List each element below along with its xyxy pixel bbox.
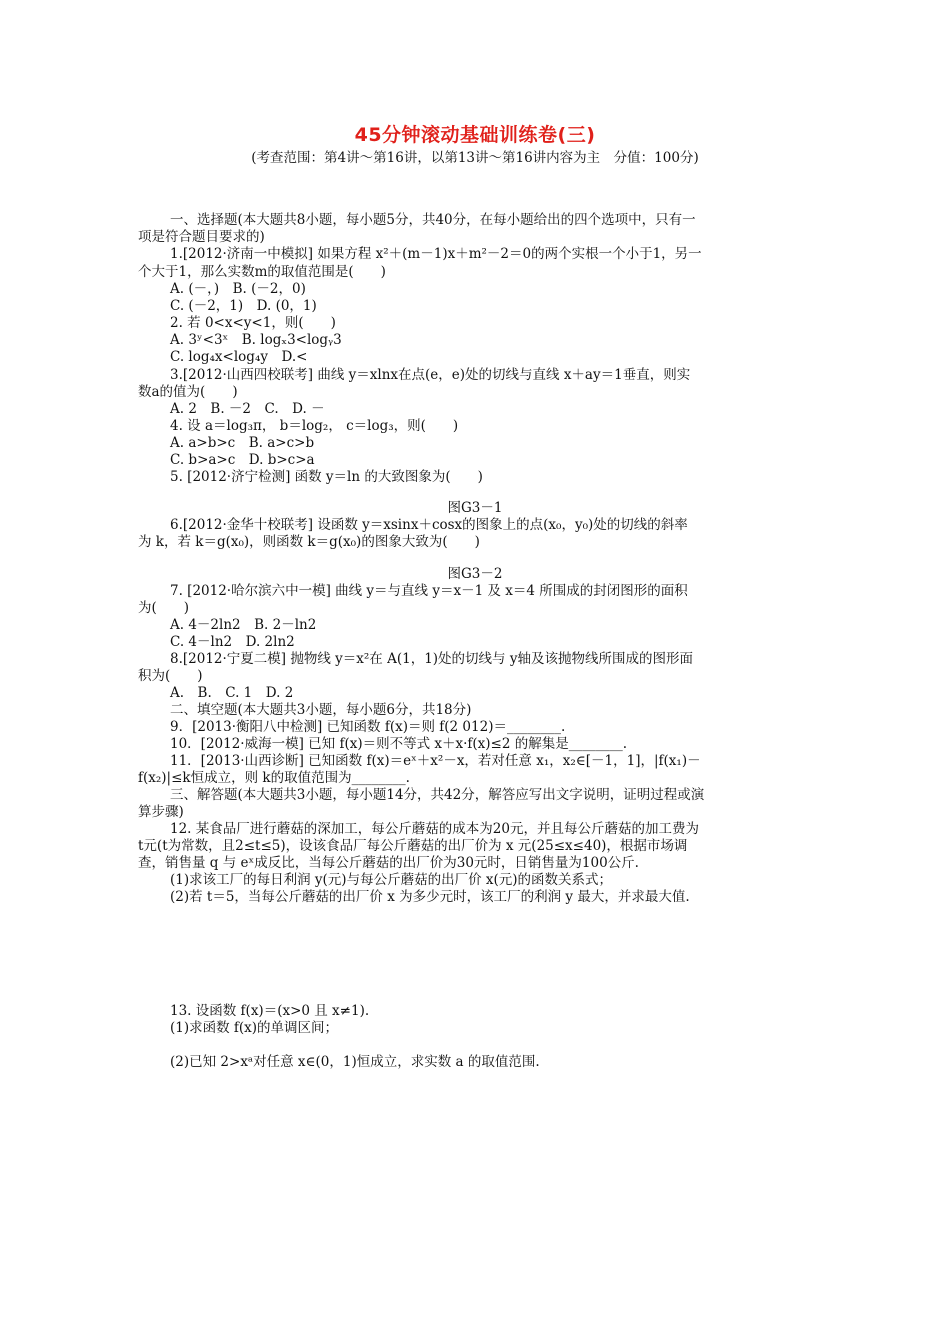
text-line: f(x₂)|≤k恒成立，则 k的取值范围为________.	[138, 770, 410, 786]
text-line: 二、填空题(本大题共3小题，每小题6分，共18分)	[170, 702, 472, 718]
text-line: 查，销售量 q 与 eˣ成反比，当每公斤蘑菇的出厂价为30元时，日销售量为100公斤.	[138, 855, 639, 871]
text-line: 数a的值为( )	[138, 384, 238, 400]
figure-caption: 图G3－2	[447, 566, 503, 582]
text-line: C. 4－ln2 D. 2ln2	[170, 634, 295, 650]
text-line: A. B. C. 1 D. 2	[170, 685, 294, 701]
text-line: A. 2 B. －2 C. D. －	[170, 401, 325, 417]
text-line: 11．[2013·山西诊断] 已知函数 f(x)＝eˣ＋x²－x，若对任意 x₁，x₂∈[－1，1]，|f(x₁)－	[170, 753, 701, 769]
text-line: A. 4－2ln2 B. 2－ln2	[170, 617, 317, 633]
text-line: 8.[2012·宁夏二模] 抛物线 y＝x²在 A(1，1)处的切线与 y轴及该抛物线所围成的图形面	[170, 651, 693, 667]
text-line: 3.[2012·山西四校联考] 曲线 y＝xlnx在点(e，e)处的切线与直线 x＋ay＝1垂直，则实	[170, 367, 691, 383]
text-line: (1)求该工厂的每日利润 y(元)与每公斤蘑菇的出厂价 x(元)的函数关系式；	[170, 872, 613, 888]
text-line: 9．[2013·衡阳八中检测] 已知函数 f(x)＝则 f(2 012)＝________.	[170, 719, 566, 735]
text-line: C. (－2，1) D. (0，1)	[170, 298, 317, 314]
text-line: 三、解答题(本大题共3小题，每小题14分，共42分，解答应写出文字说明，证明过程或演	[170, 787, 705, 803]
text-line: 6.[2012·金华十校联考] 设函数 y＝xsinx＋cosx的图象上的点(x₀，y₀)处的切线的斜率	[170, 517, 688, 533]
text-line: 为 k，若 k＝g(x₀)，则函数 k＝g(x₀)的图象大致为( )	[138, 534, 480, 550]
text-line: 为( )	[138, 600, 190, 616]
text-line: 13. 设函数 f(x)＝(x>0 且 x≠1).	[170, 1003, 370, 1019]
text-line: 2. 若 0<x<y<1，则( )	[170, 315, 336, 331]
text-line: 1.[2012·济南一中模拟] 如果方程 x²＋(m－1)x＋m²－2＝0的两个实根一个小于1，另一	[170, 246, 702, 262]
text-line: A. a>b>c B. a>c>b	[170, 435, 315, 451]
text-line: C. log₄x<log₄y D.<	[170, 349, 308, 365]
text-line: (2)若 t＝5，当每公斤蘑菇的出厂价 x 为多少元时，该工厂的利润 y 最大，并求最大值.	[170, 889, 690, 905]
text-line: 积为( )	[138, 668, 203, 684]
text-line: 一、选择题(本大题共8小题，每小题5分，共40分，在每小题给出的四个选项中，只有一	[170, 212, 696, 228]
text-line: (2)已知 2>xᵃ对任意 x∈(0，1)恒成立，求实数 a 的取值范围.	[170, 1054, 540, 1070]
text-line: 4. 设 a＝log₃π， b＝log₂， c＝log₃，则( )	[170, 418, 459, 434]
text-line: 项是符合题目要求的)	[138, 229, 265, 245]
text-line: C. b>a>c D. b>c>a	[170, 452, 315, 468]
text-line: 10．[2012·威海一模] 已知 f(x)＝则不等式 x＋x·f(x)≤2 的解集是________.	[170, 736, 628, 752]
text-line: 算步骤)	[138, 804, 184, 820]
text-line: 个大于1，那么实数m的取值范围是( )	[138, 264, 386, 280]
text-line: A. (－，) B. (－2，0)	[170, 281, 306, 297]
text-line: 12. 某食品厂进行蘑菇的深加工，每公斤蘑菇的成本为20元，并且每公斤蘑菇的加工费为	[170, 821, 699, 837]
text-line: 7. [2012·哈尔滨六中一模] 曲线 y＝与直线 y＝x－1 及 x＝4 所围成的封闭图形的面积	[170, 583, 688, 599]
text-line: 5. [2012·济宁检测] 函数 y＝ln 的大致图象为( )	[170, 469, 483, 485]
text-line: (1)求函数 f(x)的单调区间；	[170, 1020, 339, 1036]
text-line: A. 3ʸ<3ˣ B. logₓ3<logᵧ3	[170, 332, 342, 348]
page-subtitle: (考查范围：第4讲～第16讲，以第13讲～第16讲内容为主 分值：100分)	[251, 150, 699, 166]
text-line: t元(t为常数，且2≤t≤5)，设该食品厂每公斤蘑菇的出厂价为 x 元(25≤x≤40)，根据市场调	[138, 838, 688, 854]
page-title: 45分钟滚动基础训练卷(三)	[354, 124, 596, 146]
figure-caption: 图G3－1	[447, 500, 503, 516]
